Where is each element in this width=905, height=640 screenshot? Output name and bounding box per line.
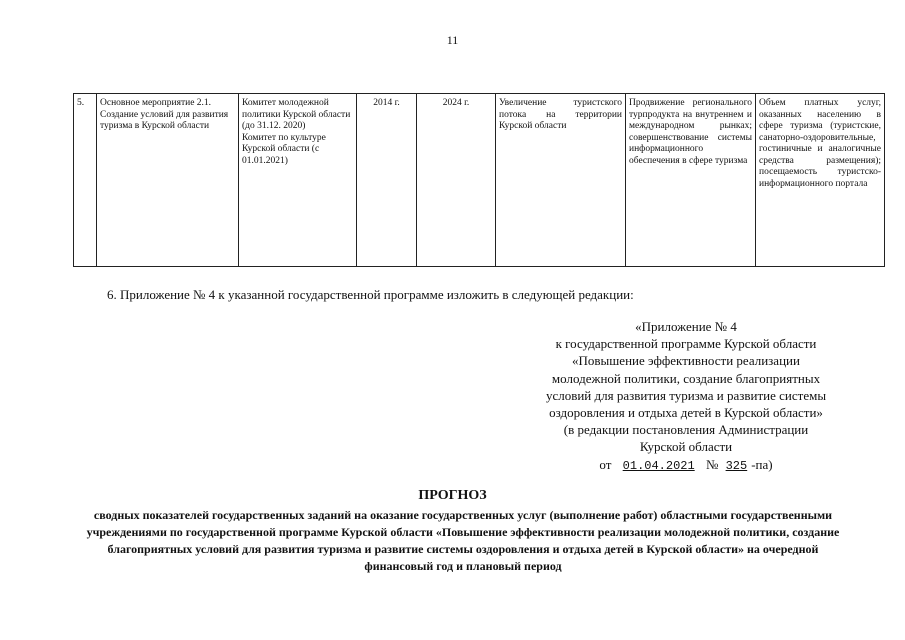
start-year-cell: 2014 г. xyxy=(357,94,417,267)
appendix-line: молодежной политики, создание благоприятных xyxy=(551,370,821,386)
appendix-line: «Повышение эффективности реализации xyxy=(572,353,800,369)
end-year-cell: 2024 г. xyxy=(417,94,496,267)
date-prefix: от xyxy=(599,456,612,472)
result-cell: Увеличение туристского потока на территории Курской области xyxy=(496,94,626,267)
executor-2: Комитет по культуре Курской области (с 01.01.2021) xyxy=(242,132,326,166)
date-value: 01.04.2021 xyxy=(622,458,695,473)
row-number-cell: 5. xyxy=(74,94,97,267)
appendix-line: к государственной программе Курской области xyxy=(555,336,817,352)
amendment-paragraph: 6. Приложение № 4 к указанной государственной программе изложить в следующей редакции: xyxy=(107,287,634,302)
forecast-title: ПРОГНОЗ xyxy=(418,488,487,503)
page-number: 11 xyxy=(446,33,459,47)
number-prefix: № xyxy=(705,456,719,472)
appendix-line: условий для развития туризма и развитие системы xyxy=(545,387,827,403)
appendix-line: «Приложение № 4 xyxy=(635,319,737,334)
table-row xyxy=(74,94,885,267)
consequences-cell: Продвижение регионального турпродукта на внутреннем и международном рынках; совершенствование системы информационного обеспечения в сфере туризма xyxy=(626,94,756,267)
number-value: 325 xyxy=(725,458,748,473)
appendix-date-line xyxy=(522,456,850,475)
executor-1: Комитет молодежной политики Курской области (до 31.12. 2020) xyxy=(242,98,351,131)
program-table xyxy=(73,93,885,267)
executor-cell xyxy=(239,94,357,267)
appendix-line: Курской области xyxy=(639,439,733,455)
indicators-cell: Объем платных услуг, оказанных населению в сфере туризма (туристские, санаторно-оздоровительные, гостиничные и аналогичные средства размещения); посещаемость туристско-информационного портала xyxy=(756,94,885,267)
appendix-line: оздоровления и отдыха детей в Курской области» xyxy=(549,405,823,421)
appendix-header xyxy=(522,318,850,475)
appendix-line: (в редакции постановления Администрации xyxy=(563,422,809,438)
number-suffix: -па) xyxy=(751,456,773,472)
forecast-subtitle: сводных показателей государственных заданий на оказание государственных услуг (выполнение работ) областными государственными учреждениями по государственной программе Курской области «Повышение эффективности реализации молодежной политики, создание благоприятных условий для развития туризма и развитие системы оздоровления и отдыха детей в Курской области» на очередной финансовый год и плановый период xyxy=(86,508,840,573)
activity-cell: Основное мероприятие 2.1. Создание условий для развития туризма в Курской области xyxy=(97,94,239,267)
